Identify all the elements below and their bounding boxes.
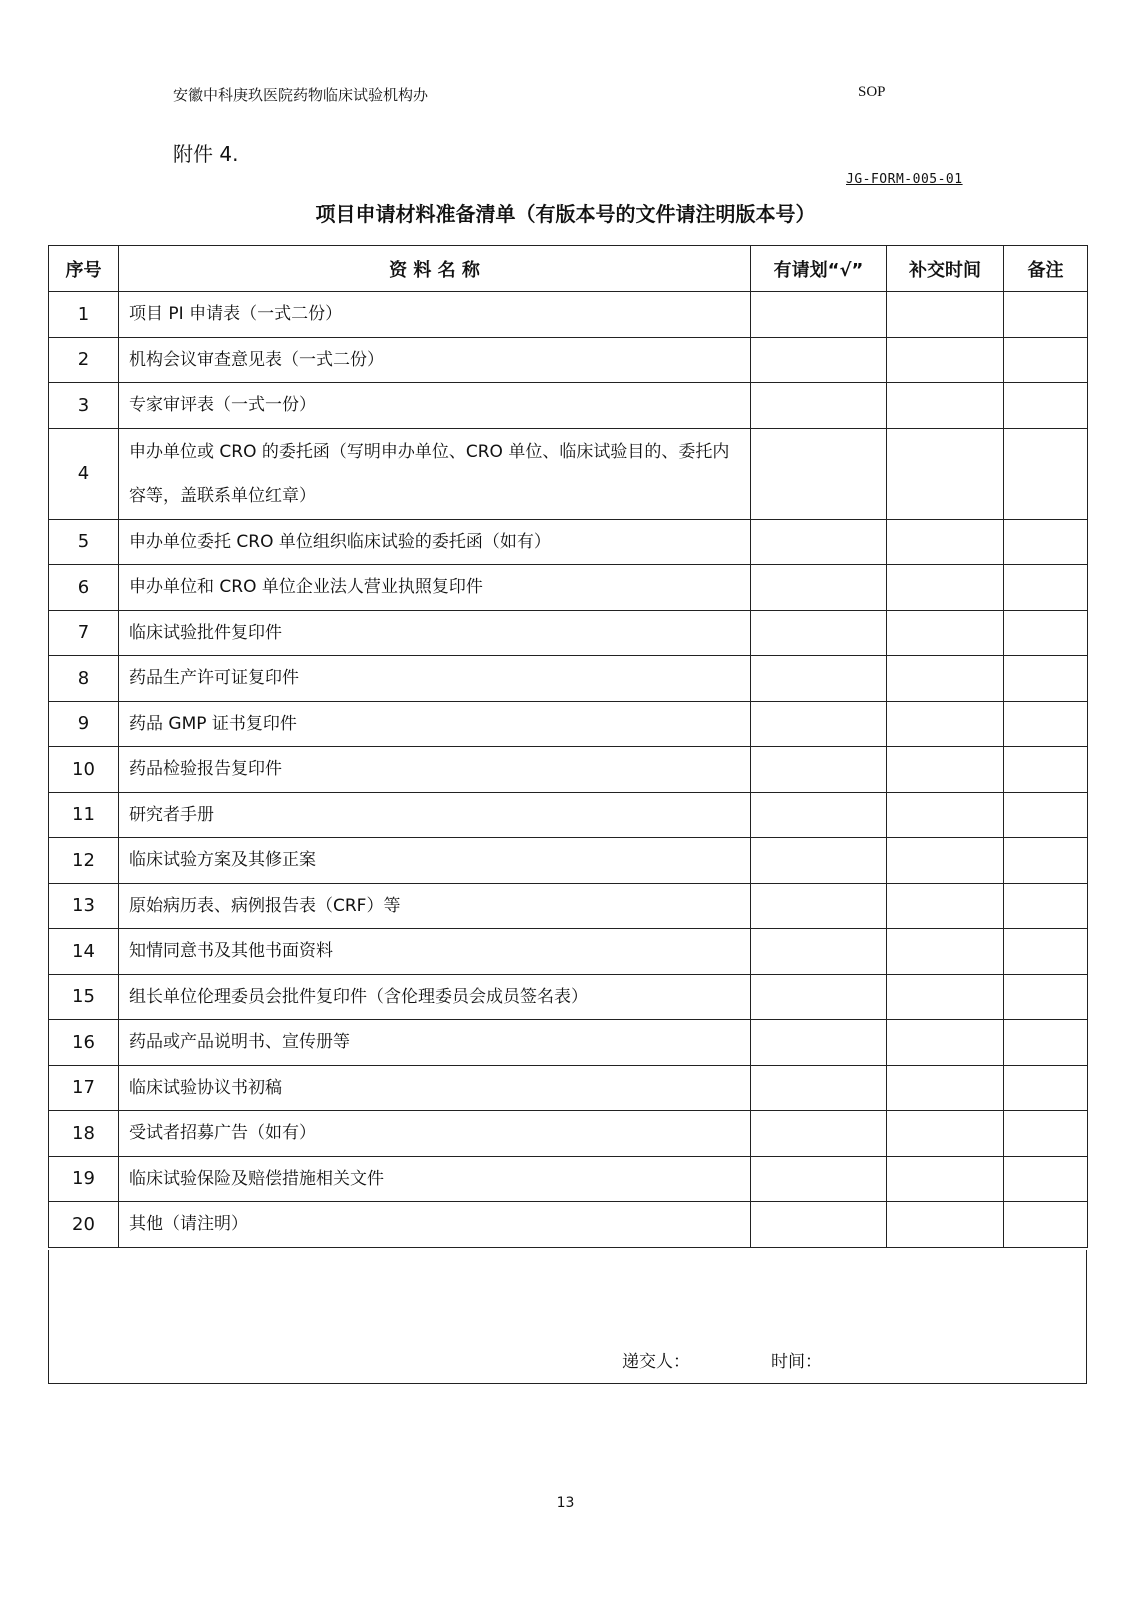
supplement-time-cell[interactable] [887,383,1004,429]
row-number: 10 [49,747,119,793]
remark-cell[interactable] [1004,1202,1088,1248]
table-header-row [49,246,1088,292]
table-row [49,292,1088,338]
supplement-time-cell[interactable] [887,292,1004,338]
supplement-time-cell[interactable] [887,974,1004,1020]
check-cell[interactable] [751,610,887,656]
remark-cell[interactable] [1004,792,1088,838]
supplement-time-cell[interactable] [887,337,1004,383]
institution-name: 安徽中科庚玖医院药物临床试验机构办 [173,86,429,104]
supplement-time-cell[interactable] [887,565,1004,611]
table-row [49,610,1088,656]
document-name: 受试者招募广告（如有） [119,1111,751,1157]
supplement-time-cell[interactable] [887,1202,1004,1248]
remark-cell[interactable] [1004,428,1088,519]
table-row [49,1202,1088,1248]
table-row [49,565,1088,611]
doc-type: SOP [858,84,886,100]
document-name: 专家审评表（一式一份） [119,383,751,429]
check-cell[interactable] [751,1065,887,1111]
table-row [49,519,1088,565]
remark-cell[interactable] [1004,565,1088,611]
table-row [49,656,1088,702]
document-name: 药品或产品说明书、宣传册等 [119,1020,751,1066]
check-cell[interactable] [751,701,887,747]
check-cell[interactable] [751,1020,887,1066]
remark-cell[interactable] [1004,929,1088,975]
row-number: 12 [49,838,119,884]
document-name: 组长单位伦理委员会批件复印件（含伦理委员会成员签名表） [119,974,751,1020]
row-number: 3 [49,383,119,429]
remark-cell[interactable] [1004,1156,1088,1202]
supplement-time-cell[interactable] [887,1020,1004,1066]
row-number: 6 [49,565,119,611]
supplement-time-cell[interactable] [887,610,1004,656]
document-name: 临床试验保险及赔偿措施相关文件 [119,1156,751,1202]
time-label: 时间： [771,1352,822,1372]
row-number: 20 [49,1202,119,1248]
table-body [49,292,1088,1248]
remark-cell[interactable] [1004,292,1088,338]
row-number: 15 [49,974,119,1020]
supplement-time-cell[interactable] [887,656,1004,702]
header-supplement-time: 补交时间 [887,246,1004,292]
row-number: 7 [49,610,119,656]
supplement-time-cell[interactable] [887,838,1004,884]
check-cell[interactable] [751,292,887,338]
document-name: 原始病历表、病例报告表（CRF）等 [119,883,751,929]
row-number: 1 [49,292,119,338]
remark-cell[interactable] [1004,1065,1088,1111]
table-row [49,747,1088,793]
signature-box [48,1250,1087,1384]
check-cell[interactable] [751,565,887,611]
check-cell[interactable] [751,428,887,519]
document-name: 药品 GMP 证书复印件 [119,701,751,747]
table-row [49,1065,1088,1111]
check-cell[interactable] [751,838,887,884]
attachment-label: 附件 4. [173,142,239,166]
table-row [49,929,1088,975]
remark-cell[interactable] [1004,701,1088,747]
check-cell[interactable] [751,1111,887,1157]
header-remark: 备注 [1004,246,1088,292]
remark-cell[interactable] [1004,337,1088,383]
document-name: 项目 PI 申请表（一式二份） [119,292,751,338]
document-name: 知情同意书及其他书面资料 [119,929,751,975]
document-name: 申办单位和 CRO 单位企业法人营业执照复印件 [119,565,751,611]
row-number: 9 [49,701,119,747]
check-cell[interactable] [751,1202,887,1248]
check-cell[interactable] [751,792,887,838]
header-name: 资 料 名 称 [119,246,751,292]
page-title: 项目申请材料准备清单（有版本号的文件请注明版本号） [315,202,816,226]
supplement-time-cell[interactable] [887,428,1004,519]
remark-cell[interactable] [1004,610,1088,656]
check-cell[interactable] [751,1156,887,1202]
remark-cell[interactable] [1004,883,1088,929]
remark-cell[interactable] [1004,1020,1088,1066]
remark-cell[interactable] [1004,1111,1088,1157]
checklist-table [48,245,1088,1248]
document-name: 其他（请注明） [119,1202,751,1248]
table-row [49,838,1088,884]
remark-cell[interactable] [1004,656,1088,702]
check-cell[interactable] [751,519,887,565]
check-cell[interactable] [751,337,887,383]
document-name: 申办单位或 CRO 的委托函（写明申办单位、CRO 单位、临床试验目的、委托内容等，盖联系单位红章） [119,428,751,519]
form-code: JG-FORM-005-01 [846,172,963,187]
row-number: 11 [49,792,119,838]
document-name: 研究者手册 [119,792,751,838]
table-row [49,383,1088,429]
document-name: 药品检验报告复印件 [119,747,751,793]
row-number: 17 [49,1065,119,1111]
supplement-time-cell[interactable] [887,792,1004,838]
table-row [49,1111,1088,1157]
supplement-time-cell[interactable] [887,1065,1004,1111]
remark-cell[interactable] [1004,747,1088,793]
remark-cell[interactable] [1004,974,1088,1020]
supplement-time-cell[interactable] [887,1111,1004,1157]
check-cell[interactable] [751,747,887,793]
row-number: 16 [49,1020,119,1066]
table-row [49,883,1088,929]
row-number: 18 [49,1111,119,1157]
document-name: 临床试验协议书初稿 [119,1065,751,1111]
row-number: 2 [49,337,119,383]
table-row [49,1156,1088,1202]
document-name: 临床试验方案及其修正案 [119,838,751,884]
table-row [49,1020,1088,1066]
document-name: 申办单位委托 CRO 单位组织临床试验的委托函（如有） [119,519,751,565]
table-row [49,428,1088,519]
remark-cell[interactable] [1004,838,1088,884]
page-number: 13 [556,1495,575,1511]
check-cell[interactable] [751,383,887,429]
document-name: 机构会议审查意见表（一式二份） [119,337,751,383]
row-number: 8 [49,656,119,702]
check-cell[interactable] [751,656,887,702]
document-name: 临床试验批件复印件 [119,610,751,656]
supplement-time-cell[interactable] [887,519,1004,565]
table-row [49,792,1088,838]
supplement-time-cell[interactable] [887,1156,1004,1202]
row-number: 4 [49,428,119,519]
check-cell[interactable] [751,929,887,975]
row-number: 14 [49,929,119,975]
check-cell[interactable] [751,974,887,1020]
document-name: 药品生产许可证复印件 [119,656,751,702]
check-cell[interactable] [751,883,887,929]
row-number: 5 [49,519,119,565]
header-check: 有请划“√” [751,246,887,292]
submitter-label: 递交人： [622,1352,690,1372]
supplement-time-cell[interactable] [887,747,1004,793]
table-row [49,974,1088,1020]
supplement-time-cell[interactable] [887,929,1004,975]
table-row [49,701,1088,747]
table-row [49,337,1088,383]
header-no: 序号 [49,246,119,292]
row-number: 13 [49,883,119,929]
remark-cell[interactable] [1004,383,1088,429]
supplement-time-cell[interactable] [887,701,1004,747]
supplement-time-cell[interactable] [887,883,1004,929]
row-number: 19 [49,1156,119,1202]
remark-cell[interactable] [1004,519,1088,565]
